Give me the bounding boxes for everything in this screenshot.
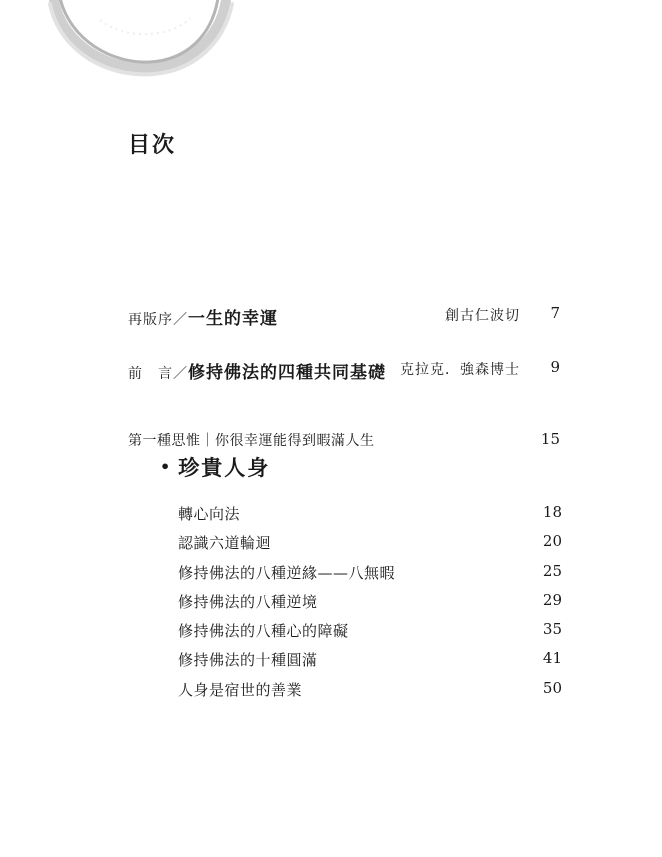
section-heading <box>160 452 270 482</box>
enso-circle-decoration <box>40 0 240 80</box>
part-page-number: 15 <box>540 430 560 448</box>
chapter-title: 修持佛法的八種心的障礙 <box>178 622 349 640</box>
chapter-title: 修持佛法的十種圓滿 <box>178 651 318 669</box>
entry-author: 創古仁波切 <box>445 308 520 324</box>
toc-chapter[interactable] <box>178 679 562 701</box>
entry-prefix: 再版序／ <box>128 312 188 328</box>
page-title: 目次 <box>128 132 177 158</box>
chapter-page-number: 25 <box>542 562 562 580</box>
part-title: 第一種思惟｜你很幸運能得到暇滿人生 <box>128 433 375 449</box>
chapter-title: 修持佛法的八種逆境 <box>178 593 318 611</box>
toc-chapter[interactable] <box>178 562 562 584</box>
toc-chapter[interactable] <box>178 591 562 613</box>
chapter-page-number: 41 <box>542 649 562 667</box>
entry-page-number: 7 <box>550 304 560 322</box>
bullet-icon: • <box>160 457 173 476</box>
chapter-title: 轉心向法 <box>178 505 241 523</box>
chapter-page-number: 50 <box>542 679 562 697</box>
chapter-page-number: 20 <box>542 532 562 550</box>
chapter-title: 修持佛法的八種逆緣——八無暇 <box>178 564 396 582</box>
entry-title: 修持佛法的四種共同基礎 <box>188 363 386 383</box>
entry-prefix: 前 言／ <box>128 366 188 382</box>
chapter-title: 人身是宿世的善業 <box>178 681 303 699</box>
entry-author: 克拉克．強森博士 <box>400 362 520 378</box>
chapter-page-number: 18 <box>542 503 562 521</box>
toc-entry-preface[interactable] <box>128 304 560 328</box>
section-heading-text: 珍貴人身 <box>178 455 271 480</box>
chapter-page-number: 29 <box>542 591 562 609</box>
chapter-title: 認識六道輪迴 <box>178 534 272 552</box>
entry-title: 一生的幸運 <box>188 309 278 329</box>
toc-chapter[interactable] <box>178 649 562 671</box>
toc-entry-foreword[interactable] <box>128 358 560 382</box>
toc-part-one[interactable] <box>128 430 560 454</box>
toc-chapter[interactable] <box>178 503 562 525</box>
toc-chapter[interactable] <box>178 532 562 554</box>
entry-page-number: 9 <box>550 358 560 376</box>
chapter-page-number: 35 <box>542 620 562 638</box>
toc-chapter[interactable] <box>178 620 562 642</box>
